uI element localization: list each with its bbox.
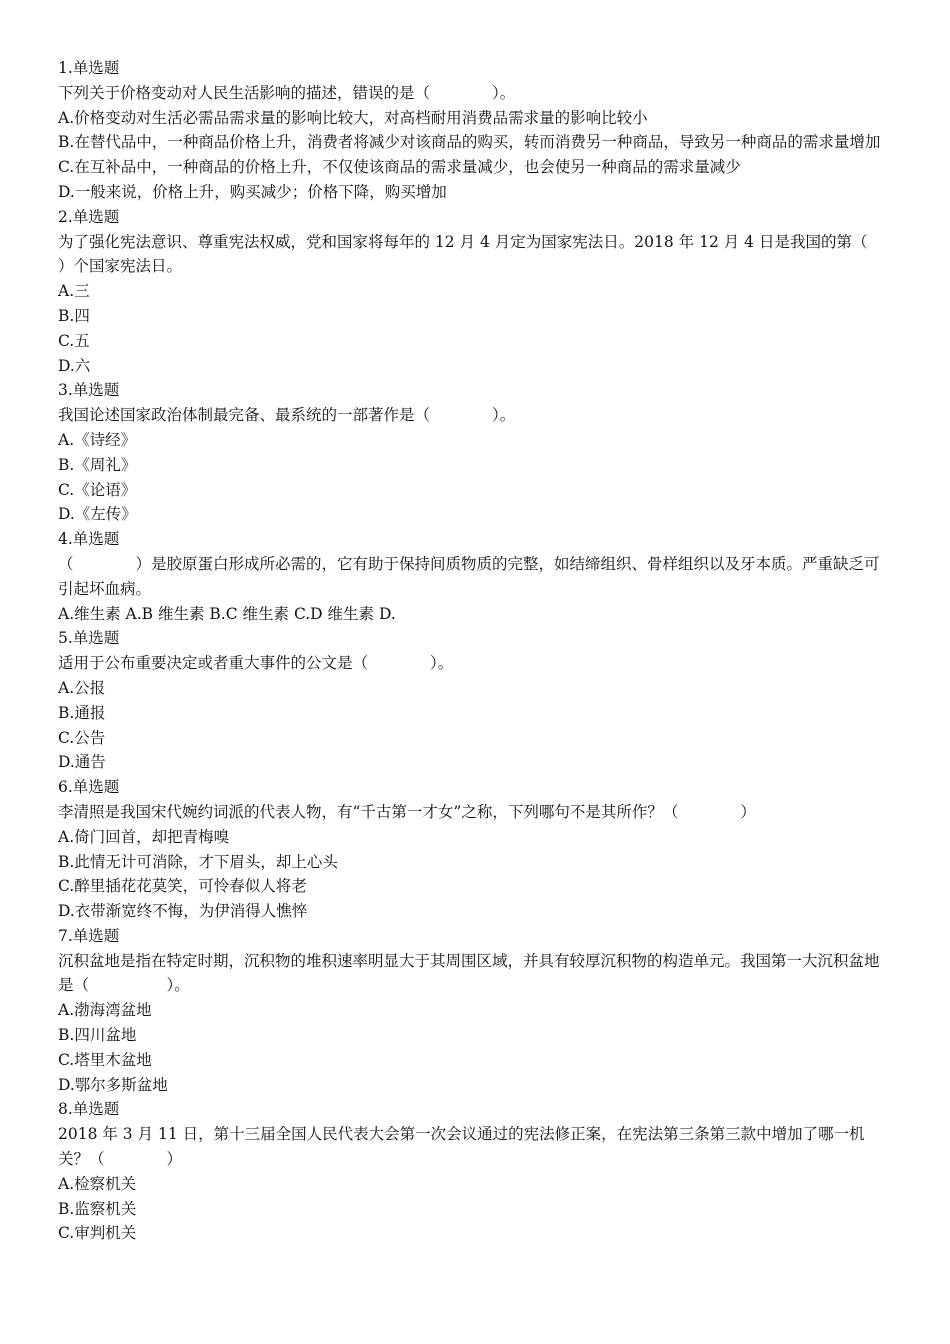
option-a: A.公报 <box>58 678 106 697</box>
question-type: 6.单选题 <box>58 778 120 797</box>
question-block <box>58 205 899 379</box>
question-stem: 适用于公布重要决定或者重大事件的公文是（ ）。 <box>58 654 454 673</box>
question-type: 2.单选题 <box>58 207 120 226</box>
option-d: D.衣带渐宽终不悔，为伊消得人憔悴 <box>58 902 308 921</box>
option-d: D.鄂尔多斯盆地 <box>58 1075 168 1094</box>
question-stem: （ ）是胶原蛋白形成所必需的，它有助于保持间质物质的完整，如结缔组织、骨样组织以及牙本质。严重缺乏可引起坏血病。 <box>58 554 880 598</box>
question-type: 1.单选题 <box>58 59 120 77</box>
option-a: A.检察机关 <box>58 1174 137 1193</box>
question-stem: 我国论述国家政治体制最完备、最系统的一部著作是（ ）。 <box>58 406 516 425</box>
option-c: C.公告 <box>58 728 106 747</box>
option-b: B.四川盆地 <box>58 1026 137 1045</box>
option-c: C.在互补品中，一种商品的价格上升，不仅使该商品的需求量减少，也会使另一种商品的需求量减少 <box>58 158 741 177</box>
question-stem: 2018 年 3 月 11 日，第十三届全国人民代表大会第一次会议通过的宪法修正案，在宪法第三条第三款中增加了哪一机关？（ ） <box>58 1125 865 1169</box>
option-b: B.在替代品中，一种商品价格上升，消费者将减少对该商品的购买，转而消费另一种商品，导致另一种商品的需求量增加 <box>58 133 881 152</box>
option-b: B.四 <box>58 306 90 325</box>
question-block <box>58 527 888 626</box>
option-c: C.五 <box>58 331 90 350</box>
question-block <box>58 626 888 775</box>
option-d: D.通告 <box>58 753 106 772</box>
question-type: 7.单选题 <box>58 926 120 945</box>
question-stem: 沉积盆地是指在特定时期，沉积物的堆积速率明显大于其周围区域，并具有较厚沉积物的构造单元。我国第一大沉积盆地是（ ）。 <box>58 951 880 995</box>
question-type: 4.单选题 <box>58 530 120 549</box>
question-block <box>58 378 888 527</box>
option-b: B.监察机关 <box>58 1199 137 1218</box>
question-block <box>58 775 888 924</box>
question-type: 5.单选题 <box>58 629 120 648</box>
question-stem: 下列关于价格变动对人民生活影响的描述，错误的是（ ）。 <box>58 83 516 102</box>
question-stem: 李清照是我国宋代婉约词派的代表人物，有“千古第一才女”之称，下列哪句不是其所作？（ ） <box>58 802 756 821</box>
option-d: D.一般来说，价格上升，购买减少；价格下降，购买增加 <box>58 182 447 201</box>
option-d: D.六 <box>58 356 91 375</box>
option-c: C.塔里木盆地 <box>58 1050 152 1069</box>
question-stem: 为了强化宪法意识、尊重宪法权威，党和国家将每年的 12 月 4 月定为国家宪法日。2018 年 12 月 4 日是我国的第（ ）个国家宪法日。 <box>58 232 899 276</box>
question-type: 3.单选题 <box>58 381 120 400</box>
option-c: C.醉里插花花莫笑，可怜春似人将老 <box>58 877 307 896</box>
option-d: D.《左传》 <box>58 505 137 524</box>
question-type: 8.单选题 <box>58 1100 120 1119</box>
option-a: A.三 <box>58 282 90 301</box>
option-c: C.《论语》 <box>58 480 137 499</box>
option-b: B.通报 <box>58 703 106 722</box>
option-a: A.渤海湾盆地 <box>58 1001 152 1020</box>
question-block <box>58 56 888 205</box>
option-a: A.价格变动对生活必需品需求量的影响比较大，对高档耐用消费品需求量的影响比较小 <box>58 108 648 127</box>
document-body <box>58 56 899 1246</box>
question-block <box>58 1097 888 1246</box>
option-c: C.审判机关 <box>58 1224 137 1243</box>
option-a: A.倚门回首，却把青梅嗅 <box>58 827 230 846</box>
option-b: B.《周礼》 <box>58 455 137 474</box>
option-b: B.此情无计可消除，才下眉头，却上心头 <box>58 852 338 871</box>
question-block <box>58 924 888 1098</box>
option-line: A.维生素 A.B 维生素 B.C 维生素 C.D 维生素 D. <box>58 604 396 623</box>
option-a: A.《诗经》 <box>58 430 137 449</box>
